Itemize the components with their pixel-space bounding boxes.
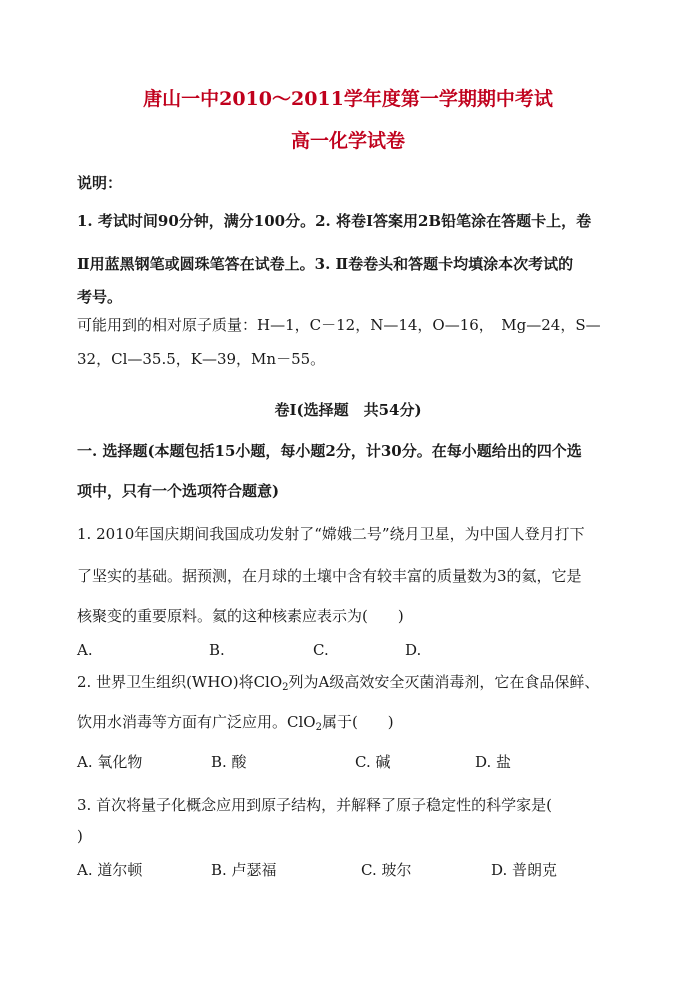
question-3-option-a[interactable]: A. 道尔顿: [77, 861, 143, 879]
question-1-option-d[interactable]: D.: [405, 641, 422, 659]
question-3-option-b[interactable]: B. 卢瑟福: [211, 861, 277, 879]
question-3-options: [77, 860, 616, 880]
question-1-line-3: 核聚变的重要原料。氦的这种核素应表示为( ): [77, 607, 404, 625]
instructions-line-3: 考号。: [77, 288, 123, 306]
question-2-line-2: [77, 712, 616, 732]
instructions-line-2: Ⅱ用蓝黑钢笔或圆珠笔答在试卷上。3. Ⅱ卷卷头和答题卡均填涂本次考试的: [77, 255, 574, 273]
question-2-line-1-subscript: 2: [282, 682, 289, 693]
section-title: 卷Ⅰ(选择题 共54分): [274, 401, 422, 419]
question-3-option-c[interactable]: C. 玻尔: [361, 861, 412, 879]
question-2-options: [77, 752, 616, 772]
question-3-line-1: 3. 首次将量子化概念应用到原子结构，并解释了原子稳定性的科学家是(: [77, 796, 552, 814]
question-2-line-2-subscript: 2: [315, 722, 322, 733]
question-2-line-1: [77, 672, 616, 692]
question-2-option-d[interactable]: D. 盐: [475, 753, 512, 771]
question-2-option-a[interactable]: A. 氧化物: [77, 753, 143, 771]
question-2-option-b[interactable]: B. 酸: [211, 753, 247, 771]
question-2-line-2-start: 饮用水消毒等方面有广泛应用。ClO: [77, 713, 316, 731]
question-1-options: [77, 640, 616, 660]
atomic-mass-line-2: 32，Cl—35.5，K—39，Mn－55。: [77, 350, 326, 368]
question-1-option-c[interactable]: C.: [313, 641, 329, 659]
part-1-instructions-line-2: 项中，只有一个选项符合题意): [77, 482, 280, 500]
question-3-option-d[interactable]: D. 普朗克: [491, 861, 558, 879]
instructions-label: 说明：: [77, 174, 123, 192]
question-2-line-1-end: 列为A级高效安全灭菌消毒剂，它在食品保鲜、: [288, 673, 600, 691]
question-2-line-1-start: 2. 世界卫生组织(WHO)将ClO: [77, 673, 283, 691]
exam-title: 唐山一中2010～2011学年度第一学期期中考试: [143, 88, 553, 110]
instructions-line-1: 1. 考试时间90分钟，满分100分。2. 将卷Ⅰ答案用2B铅笔涂在答题卡上，卷: [77, 212, 592, 230]
part-1-instructions-line-1: 一. 选择题(本题包括15小题，每小题2分，计30分。在每小题给出的四个选: [77, 442, 582, 460]
question-2-line-2-end: 属于( ): [321, 713, 394, 731]
question-1-option-b[interactable]: B.: [209, 641, 225, 659]
question-1-option-a[interactable]: A.: [77, 641, 93, 659]
question-2-option-c[interactable]: C. 碱: [355, 753, 391, 771]
question-1-line-2: 了坚实的基础。据预测，在月球的土壤中含有较丰富的质量数为3的氦，它是: [77, 567, 582, 585]
atomic-mass-line-1: 可能用到的相对原子质量：H—1，C－12，N—14，O—16， Mg—24，S—: [77, 316, 601, 334]
question-3-line-2: ): [77, 827, 83, 845]
question-1-line-1: 1. 2010年国庆期间我国成功发射了“嫦娥二号”绕月卫星，为中国人登月打下: [77, 525, 585, 543]
exam-subtitle: 高一化学试卷: [290, 130, 405, 152]
